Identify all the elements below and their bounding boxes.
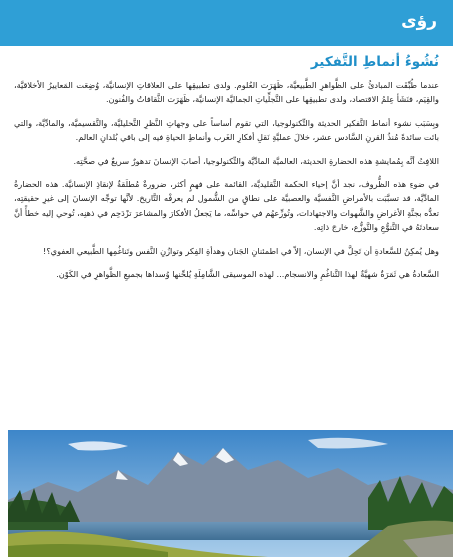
paragraph: اللافِتُ أنَّه بِمُمايشةِ هذه الحضارةِ الحديثة، العالميَّة المادِّيَّة والتِّكنولوجيا، أصابَ الإنسانَ تدهورٌ سريعٌ في صحَّتِه.	[73, 155, 439, 166]
landscape-photo	[8, 430, 453, 557]
paragraph: عندما طُبِّقَت المبادئُ على الظَّواهرِ الطَّبيعيَّة، ظَهَرَت العُلوم. ولدى تطبيقِها على العلاقاتِ الإنسانيَّة، وُضِعَت المَعاييرُ الأخلاقيَّة، والقِيَم، فنَشَأ عِلمُ الاقتصاد، ولدى تطبيقِها على التَّجلِّياتِ الجماليَّة الإنسانيَّة، ظَهَرَت الثَّقافاتُ والفُنون.	[14, 80, 439, 105]
header-band	[0, 0, 453, 46]
paragraph: السَّعادةُ هي ثَمَرَةٌ شهيَّةٌ لهذا التَّناغُمِ والانسجام... لهذه الموسيقى الشَّامِلَةِ يُلحِّنها وُسداها بجميعِ الظَّواهرِ في الكَوْن.	[56, 269, 439, 280]
section-header-title: رؤى	[401, 11, 437, 31]
mountain-lake-image	[8, 430, 453, 557]
article-title: نُشُوءُ أنماطِ التَّفكير	[310, 54, 439, 70]
paragraph: وهل يُمكِنُ للسَّعادةِ أن تَحِلَّ في الإنسان، إلاّ في اطمئنانِ الجَنان وهدأةِ الفِكر وتوازُنِ النَّفس وتَناغُمِها الطَّبيعي العفوي؟!	[43, 245, 439, 256]
article-body	[14, 78, 439, 290]
paragraph: وبِسَبَب نشوء أنماط التَّفكير الحديثة والتِّكنولوجيا، التي تقوم أساساً على وجهاتِ النَّظرِ التَّحليليَّة، والتَّقسيميَّة، والمادِّيَّة، والتي باتَت سائدةً مُنذُ القرنِ السَّادس عشر، خلالَ عمليَّةِ نَقلِ أفكارِ الغَرب وأنماطِ الحياةِ فيه إلى باقي بُلدانِ العالم.	[14, 117, 439, 143]
paragraph: في ضوءِ هذه الظُّروف، نجد أنَّ إحياء الحكمة التَّقليديَّة، القائمة على فهمٍ أكثر، ضرورةٌ مُطلَقةٌ لإنقاذِ الإنسانيَّة. هذه الحضارةُ المادِّيَّة، قد تسبَّبَت بالأمراضِ النَّفسيَّة والعصبيَّة على نطاقٍ من الشُّمول لم يعرفْه التَّاريخ. لأنَّها توجِّه الإنسانَ إلى غيرِ حقيقتِه، تعدُّه بجنَّةِ الأغراضِ والشَّهوات والاجتهادات، وتُوزِّعهُم في حواسِّه، ما يَجعلُ الأفكارَ والمشاعرَ تزْدَحِم في ذهنِه، تُوحي إليه خطأً أنَّ سعادتَهُ في التَّنوُّعِ والتَّوزُّع، خارجَ ذاتِه.	[14, 179, 439, 233]
